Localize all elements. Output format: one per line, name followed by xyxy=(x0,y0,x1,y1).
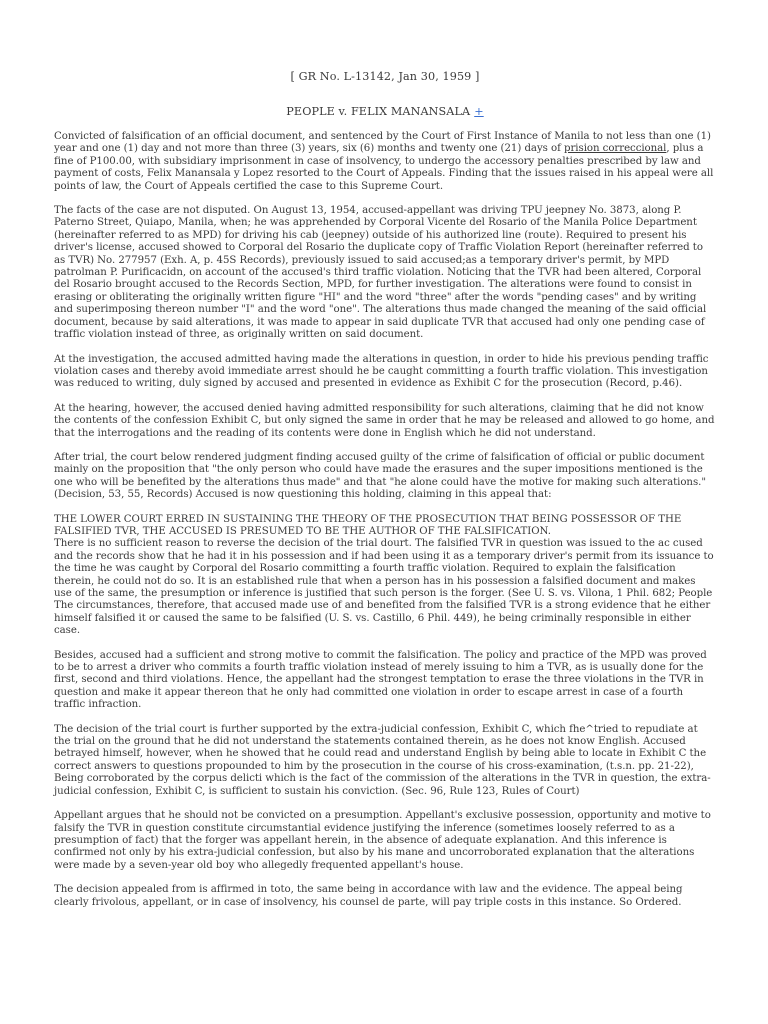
decision-body xyxy=(54,131,716,909)
paragraph-conviction xyxy=(54,131,716,193)
paragraph-presumption: Appellant argues that he should not be convicted on a presumption. Appellant's exclusive possession, opportunity and motive to falsify the TVR in question constitute circumstantial evidence justifying the inference (sometimes loosely referred to as a presumption of fact) that the forger was appellant herein, in the absence of adequate explanation. And this inference is confirmed not only by his extra-judicial confession, but also by his mane and uncorroborated explanation that the alterations were made by a seven-year old boy who allegedly frequented appellant's house. xyxy=(54,810,711,871)
paragraph-facts: The facts of the case are not disputed. On August 13, 1954, accused-appellant was driving TPU jeepney No. 3873, along P. Paterno Street, Quiapo, Manila, when; he was apprehended by Corporal Vicente del Rosario of the Manila Police Department (hereinafter referred to as MPD) for driving his cab (jeepney) outside of his authorized line (route). Required to present his driver's license, accused showed to Corporal del Rosario the duplicate copy of Traffic Violation Report (hereinafter referred to as TVR) No. 277957 (Exh. A, p. 45S Records), previously issued to said accused;as a temporary driver's permit, by MPD patrolman P. Purificacidn, on account of the accused's third traffic violation. Noticing that the TVR had been altered, Corporal del Rosario brought accused to the Records Section, MPD, for further investigation. The alterations were found to consist in erasing or obliterating the originally written figure "HI" and the word "three" after the words "pending cases" and by writing and superimposing thereon number "I" and the word "one". The alterations thus made changed the meaning of the said official document, because by said alterations, it was made to appear in said duplicate TVR that accused had only one pending case of traffic violation instead of three, as originally written on said document. xyxy=(54,205,707,341)
paragraph-ruling: There is no sufficient reason to reverse the decision of the trial dourt. The falsified TVR in question was issued to the ac cused and the records show that he had it in his possession and if had been using it as a temporary driver's permit from its issuance to the time he was caught by Corporal del Rosario committing a fourth traffic violation. Required to explain the falsification therein, he could not do so. It is an established rule that when a person has in his possession a falsified document and makes use of the same, the presumption or inference is justified that such person is the forger. (See U. S. vs. Vilona, 1 Phil. 682; People The circumstances, therefore, that accused made use of and benefited from the falsified TVR is a strong evidence that he either himself falsified it or caused the same to be falsified (U. S. vs. Castillo, 6 Phil. 449), he being criminally responsible in either case. xyxy=(54,538,714,637)
paragraph-conviction-part-2: , plus a fine of P100.00, with subsidiary imprisonment in case of insolvency, to undergo the accessory penalties prescribed by law and payment of costs, Felix Manansala y Lopez resorted to the Court of Appeals. Finding that the issues raised in his appeal were all points of law, the Court of Appeals certified the case to this Supreme Court. xyxy=(54,143,714,192)
case-title-plus-link[interactable]: + xyxy=(474,105,484,118)
document-page xyxy=(54,70,716,921)
paragraph-disposition: The decision appealed from is affirmed in toto, the same being in accordance with law and the evidence. The appeal being clearly frivolous, appellant, or in case of insolvency, his counsel de parte, will pay triple costs in this instance. So Ordered. xyxy=(54,884,683,908)
paragraph-investigation: At the investigation, the accused admitted having made the alterations in question, in order to hide his previous pending traffic violation cases and thereby avoid immediate arrest should he be caught committing a fourth traffic violation. This investigation was reduced to writing, duly signed by accused and presented in evidence as Exhibit C for the prosecution (Record, p.46). xyxy=(54,353,709,390)
assignment-of-error-heading: THE LOWER COURT ERRED IN SUSTAINING THE THEORY OF THE PROSECUTION THAT BEING POSSESSOR OF THE FALSIFIED TVR, THE ACCUSED IS PRESUMED TO BE THE AUTHOR OF THE FALSIFICATION. xyxy=(54,513,682,537)
paragraph-trial: After trial, the court below rendered judgment finding accused guilty of the crime of falsification of official or public document mainly on the proposition that "the only person who could have made the erasures and the super impositions mentioned is the one who will be benefited by the alterations thus made" and that "he alone could have the motive for making such alterations." (Decision, 53, 55, Records) Accused is now questioning this holding, claiming in this appeal that: xyxy=(54,451,706,501)
paragraph-hearing: At the hearing, however, the accused denied having admitted responsibility for such alterations, claiming that he did not know the contents of the confession Exhibit C, but only signed the same in order that he may be released and allowed to go home, and that the interrogations and the reading of its contents were done in English which he did not understand. xyxy=(54,402,715,439)
case-title-line xyxy=(54,105,716,119)
case-title: PEOPLE v. FELIX MANANSALA xyxy=(286,105,471,118)
prision-correccional-term: prision correccional xyxy=(564,143,667,155)
paragraph-confession: The decision of the trial court is further supported by the extra-judicial confession, Exhibit C, which fhe^tried to repudiate at the trial on the ground that he did not understand the statements contained therein, as he does not know English. Accused betrayed himself, however, when he showed that he could read and understand English by being able to locate in Exhibit C the correct answers to questions propounded to him by the prosecution in the course of his cross-examination, (t.s.n. pp. 21-22), Being corroborated by the corpus delicti which is the fact of the commission of the alterations in the TVR in question, the extra-judicial confession, Exhibit C, is sufficient to sustain his conviction. (Sec. 96, Rule 123, Rules of Court) xyxy=(54,723,711,797)
case-citation: [ GR No. L-13142, Jan 30, 1959 ] xyxy=(290,70,480,83)
paragraph-motive: Besides, accused had a sufficient and strong motive to commit the falsification. The policy and practice of the MPD was proved to be to arrest a driver who commits a fourth traffic violation instead of merely issuing to him a TVR, as is usually done for the first, second and third violations. Hence, the appellant had the strongest temptation to erase the three violations in the TVR in question and make it appear thereon that he only had committed one violation in order to escape arrest in case of a fourth traffic infraction. xyxy=(54,649,707,711)
paragraph-conviction-part-1: Convicted of falsification of an official document, and sentenced by the Court of First Instance of Manila to not less than one (1) year and one (1) day and not more than three (3) years, six (6) months and twenty one (21) days of xyxy=(54,131,711,155)
